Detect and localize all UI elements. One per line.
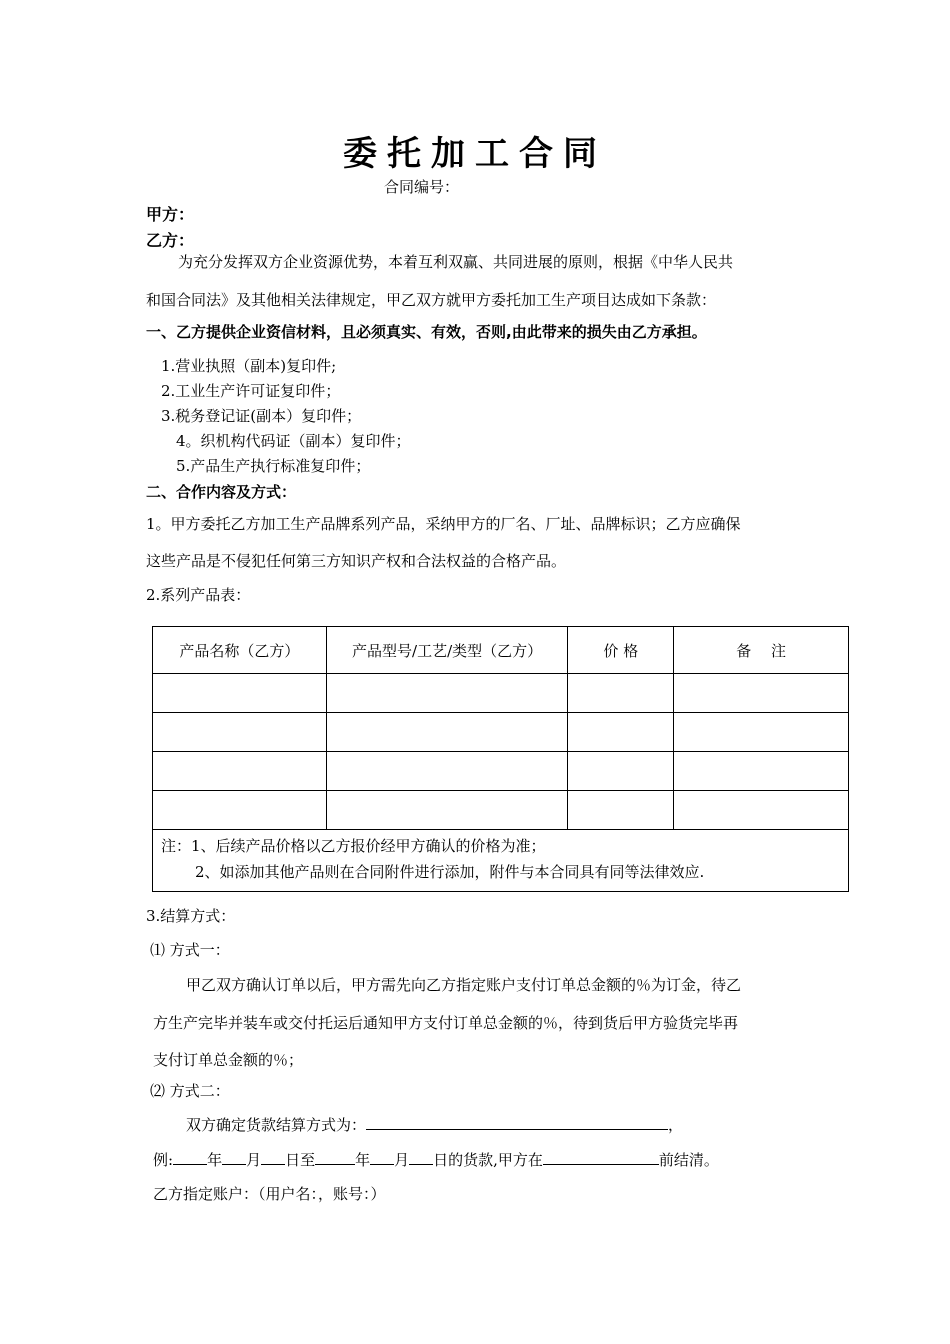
year-label: 年	[355, 1151, 371, 1169]
method-2-label: ⑵ 方式二：	[150, 1082, 230, 1100]
header-product-name: 产品名称（乙方）	[153, 627, 327, 674]
table-cell[interactable]	[326, 791, 568, 830]
method-2-line-1	[186, 1114, 683, 1135]
header-price: 价 格	[568, 627, 674, 674]
end-month-blank[interactable]	[370, 1149, 394, 1165]
party-a-label: 甲方：	[146, 205, 195, 224]
table-cell[interactable]	[674, 791, 849, 830]
end-day-blank[interactable]	[409, 1149, 433, 1165]
method-1-line-2: 方生产完毕并装车或交付托运后通知甲方支付订单总金额的％，待到货后甲方验货完毕再	[153, 1014, 739, 1032]
method-2-line-1-prefix: 双方确定货款结算方式为：	[186, 1116, 367, 1134]
method-2-line-2	[153, 1149, 719, 1170]
contract-title: 委托加工合同	[343, 134, 607, 174]
table-cell[interactable]	[153, 791, 327, 830]
table-cell[interactable]	[153, 713, 327, 752]
table-header-row	[153, 627, 849, 674]
table-row	[153, 713, 849, 752]
section-1-item-4: 4。织机构代码证（副本）复印件；	[176, 432, 411, 450]
table-cell[interactable]	[674, 752, 849, 791]
designated-account-line: 乙方指定账户：（用户名：，账号：）	[153, 1185, 386, 1203]
table-row	[153, 752, 849, 791]
preamble-line-1: 为充分发挥双方企业资源优势，本着互利双赢、共同进展的原则，根据《中华人民共	[178, 253, 734, 271]
party-b-label: 乙方：	[146, 231, 195, 250]
method-2-line-1-suffix: ，	[668, 1116, 684, 1134]
table-note	[153, 830, 849, 892]
table-cell[interactable]	[326, 752, 568, 791]
section-1-item-2: 2.工业生产许可证复印件；	[161, 382, 341, 400]
section-1-item-3: 3.税务登记证(副本）复印件；	[161, 407, 362, 425]
year-label: 年	[207, 1151, 223, 1169]
settle-label: 前结清。	[658, 1151, 719, 1169]
settlement-method-blank[interactable]	[366, 1114, 668, 1130]
table-note-line-1: 注：1、后续产品价格以乙方报价经甲方确认的价格为准；	[161, 837, 546, 855]
section-2-p1-line-1: 1。甲方委托乙方加工生产品牌系列产品，采纳甲方的厂名、厂址、品牌标识；乙方应确保	[146, 515, 741, 533]
product-table-caption: 2.系列产品表：	[146, 586, 251, 604]
table-cell[interactable]	[153, 752, 327, 791]
product-table	[152, 626, 849, 892]
section-1-item-5: 5.产品生产执行标准复印件；	[176, 457, 371, 475]
method-1-line-3: 支付订单总金额的％；	[153, 1051, 304, 1069]
due-date-blank[interactable]	[543, 1149, 659, 1165]
section-2-heading: 二、合作内容及方式：	[146, 483, 297, 501]
table-cell[interactable]	[568, 713, 674, 752]
settlement-heading: 3.结算方式：	[146, 907, 236, 925]
start-day-blank[interactable]	[261, 1149, 285, 1165]
table-cell[interactable]	[674, 713, 849, 752]
preamble-line-2: 和国合同法》及其他相关法律规定，甲乙双方就甲方委托加工生产项目达成如下条款：	[146, 291, 717, 309]
table-cell[interactable]	[568, 674, 674, 713]
header-product-model: 产品型号/工艺/类型（乙方）	[326, 627, 568, 674]
table-row	[153, 674, 849, 713]
end-year-blank[interactable]	[315, 1149, 355, 1165]
table-cell[interactable]	[326, 674, 568, 713]
month-label: 月	[394, 1151, 410, 1169]
section-2-p1-line-2: 这些产品是不侵犯任何第三方知识产权和合法权益的合格产品。	[146, 552, 567, 570]
table-cell[interactable]	[674, 674, 849, 713]
section-1-heading: 一、乙方提供企业资信材料，且必须真实、有效，否则,由此带来的损失由乙方承担。	[146, 323, 707, 341]
payment-label: 日的货款,甲方在	[433, 1151, 543, 1169]
example-label: 例:	[153, 1151, 174, 1169]
start-year-blank[interactable]	[173, 1149, 207, 1165]
day-to-label: 日至	[285, 1151, 316, 1169]
header-remarks: 备 注	[674, 627, 849, 674]
method-1-label: ⑴ 方式一：	[150, 941, 230, 959]
start-month-blank[interactable]	[222, 1149, 246, 1165]
method-1-line-1: 甲乙双方确认订单以后，甲方需先向乙方指定账户支付订单总金额的％为订金，待乙	[186, 976, 742, 994]
table-note-row	[153, 830, 849, 892]
table-row	[153, 791, 849, 830]
month-label: 月	[246, 1151, 262, 1169]
section-1-item-1: 1.营业执照（副本)复印件;	[161, 357, 337, 375]
table-cell[interactable]	[326, 713, 568, 752]
contract-number-label: 合同编号：	[384, 178, 460, 196]
table-cell[interactable]	[568, 791, 674, 830]
table-note-line-2: 2、如添加其他产品则在合同附件进行添加，附件与本合同具有同等法律效应.	[195, 863, 705, 881]
table-cell[interactable]	[153, 674, 327, 713]
table-cell[interactable]	[568, 752, 674, 791]
